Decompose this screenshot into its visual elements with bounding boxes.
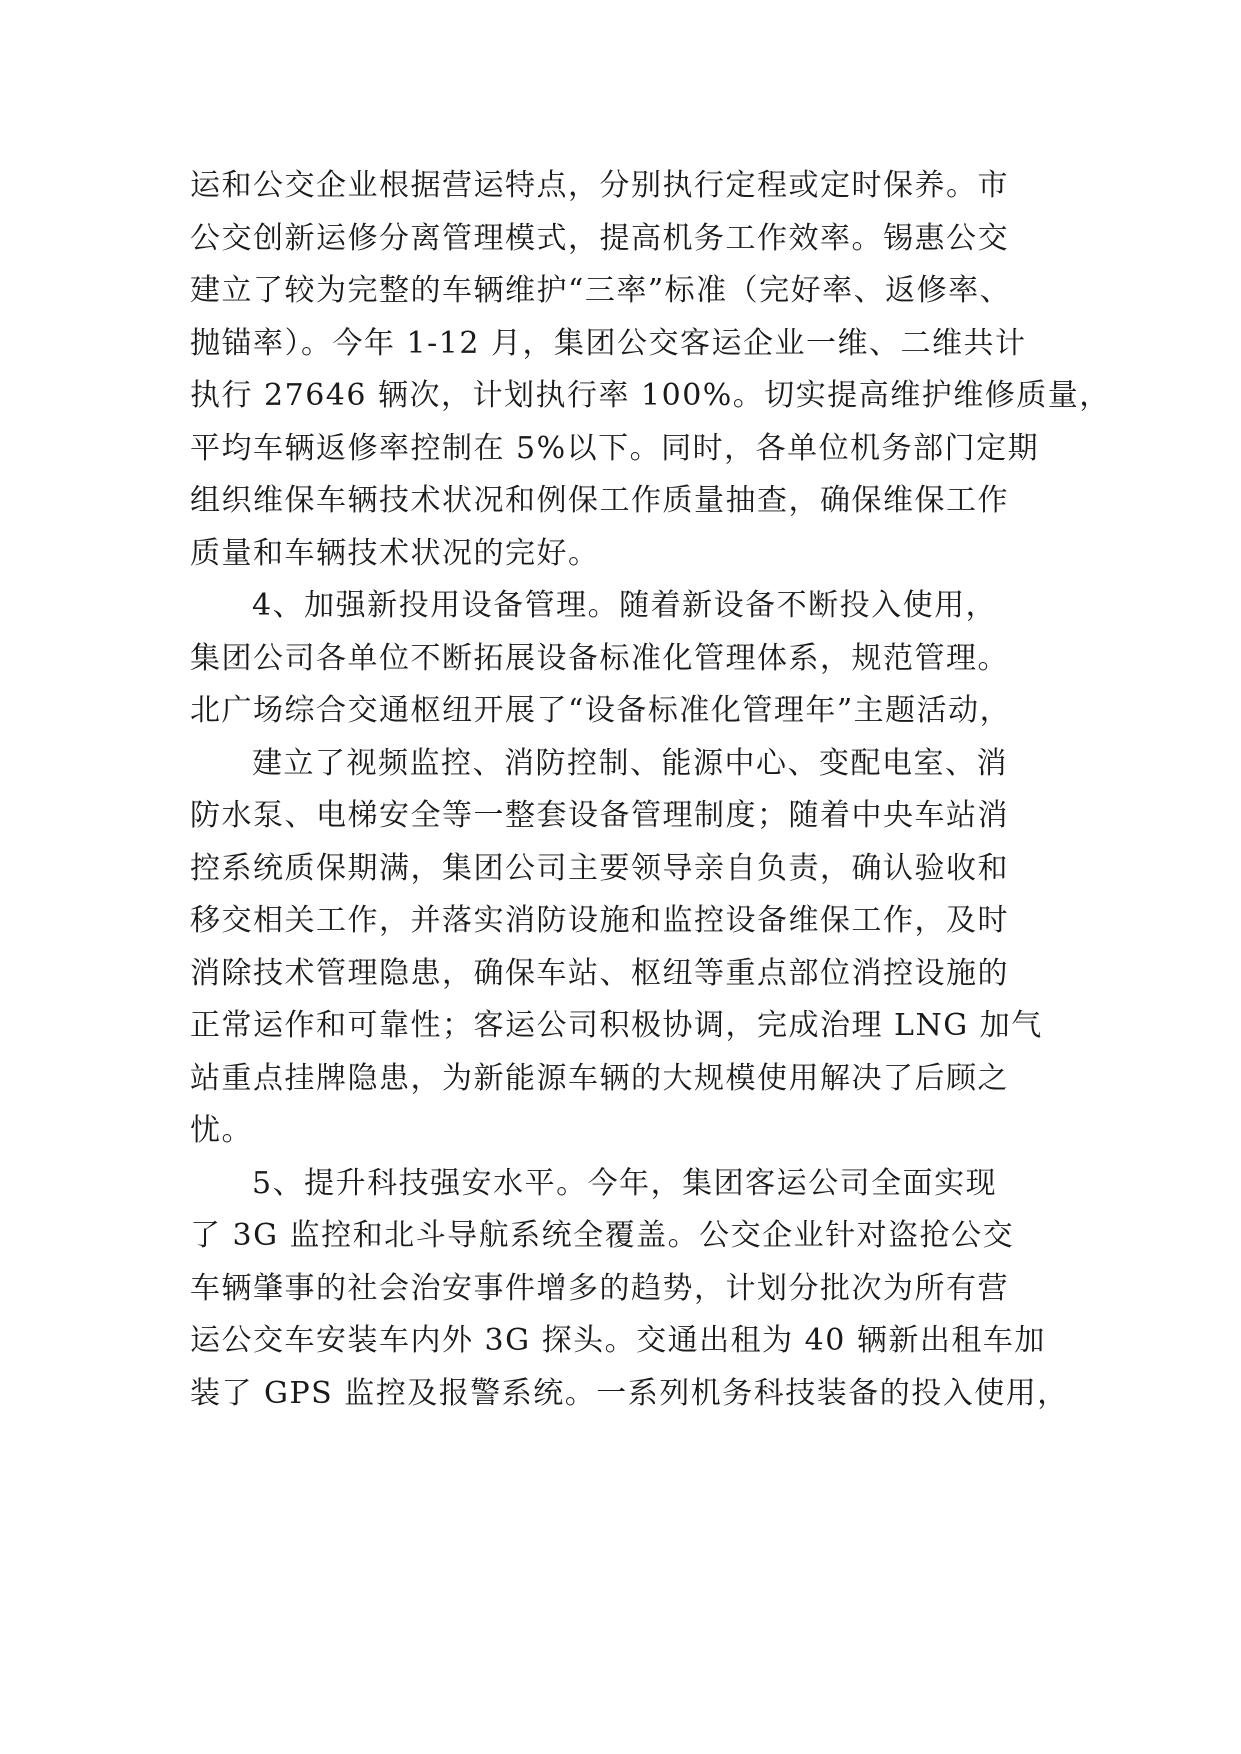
paragraph-line: 5、提升科技强安水平。今年，集团客运公司全面实现 [252, 1165, 998, 1201]
paragraph-line: 集团公司各单位不断拓展设备标准化管理体系，规范管理。 [190, 640, 1009, 676]
paragraph-line: 了 3G 监控和北斗导航系统全覆盖。公交企业针对盗抢公交 [190, 1218, 1015, 1253]
document-body [190, 160, 1111, 1420]
paragraph-line: 忧。 [190, 1113, 253, 1148]
paragraph-line: 装了 GPS 监控及报警系统。一系列机务科技装备的投入使用， [190, 1375, 1069, 1411]
paragraph-line: 质量和车辆技术状况的完好。 [190, 535, 600, 571]
paragraph-line: 车辆肇事的社会治安事件增多的趋势，计划分批次为所有营 [190, 1270, 1009, 1306]
paragraph-line: 抛锚率）。今年 1-12 月，集团公交客运企业一维、二维共计 [190, 325, 1027, 361]
paragraph-line: 消除技术管理隐患，确保车站、枢纽等重点部位消控设施的 [190, 955, 1009, 991]
paragraph-line: 移交相关工作，并落实消防设施和监控设备维保工作，及时 [190, 903, 1009, 938]
paragraph-line: 建立了较为完整的车辆维护“三率”标准（完好率、返修率、 [190, 273, 1012, 308]
paragraph-line: 正常运作和可靠性；客运公司积极协调，完成治理 LNG 加气 [190, 1008, 1043, 1043]
paragraph-line: 防水泵、电梯安全等一整套设备管理制度；随着中央车站消 [190, 798, 1009, 833]
paragraph-line: 运公交车安装车内外 3G 探头。交通出租为 40 辆新出租车加 [190, 1323, 1046, 1358]
paragraph-line: 建立了视频监控、消防控制、能源中心、变配电室、消 [252, 745, 1008, 781]
paragraph-line: 平均车辆返修率控制在 5%以下。同时，各单位机务部门定期 [190, 430, 1040, 466]
paragraph-line: 组织维保车辆技术状况和例保工作质量抽查，确保维保工作 [190, 483, 1009, 518]
paragraph-line: 北广场综合交通枢纽开展了“设备标准化管理年”主题活动， [190, 693, 1012, 728]
paragraph-line: 4、加强新投用设备管理。随着新设备不断投入使用， [252, 588, 998, 623]
paragraph-line: 执行 27646 辆次，计划执行率 100%。切实提高维护维修质量， [190, 378, 1111, 413]
paragraph-line: 站重点挂牌隐患，为新能源车辆的大规模使用解决了后顾之 [190, 1060, 1009, 1096]
paragraph-line: 控系统质保期满，集团公司主要领导亲自负责，确认验收和 [190, 850, 1009, 886]
paragraph-line: 运和公交企业根据营运特点，分别执行定程或定时保养。市 [190, 168, 1009, 203]
paragraph-line: 公交创新运修分离管理模式，提高机务工作效率。锡惠公交 [190, 220, 1009, 256]
